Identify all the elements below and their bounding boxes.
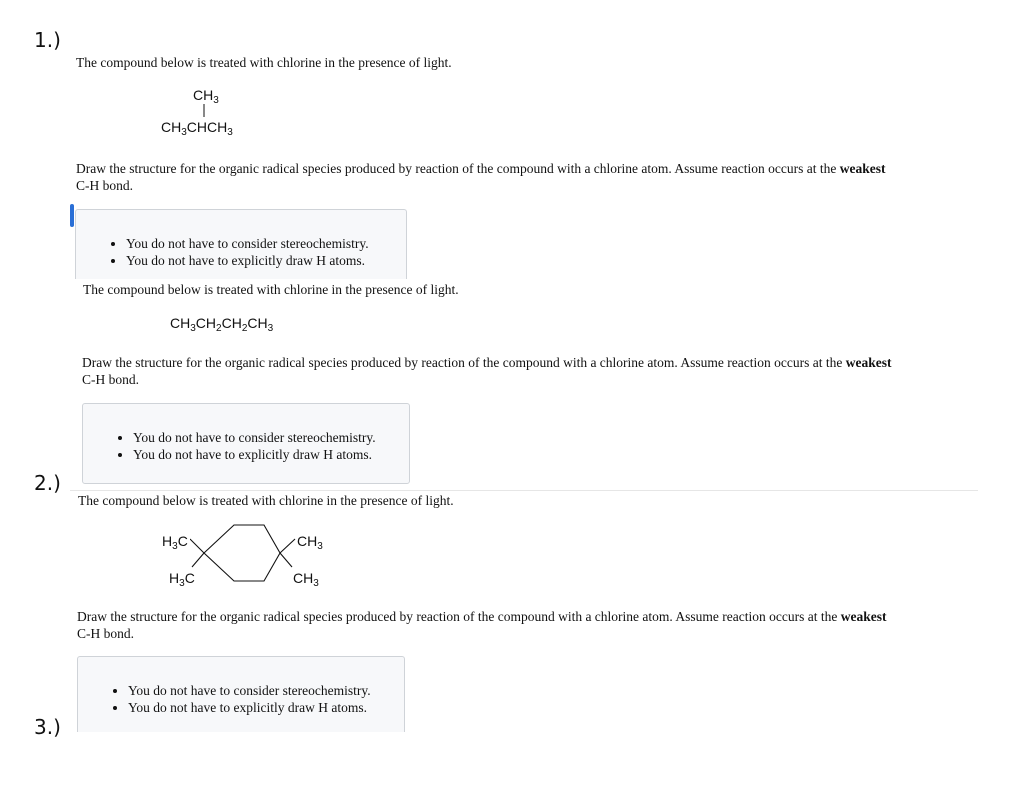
q-mid-note-item: • You do not have to consider stereochemistry.	[133, 429, 409, 446]
section-divider	[70, 490, 978, 491]
q-mid-notes-box	[82, 403, 410, 484]
question-2-prompt: Draw the structure for the organic radical species produced by reaction of the compound with a chlorine atom. Assume reaction occurs at the weakest C-H bond.	[77, 609, 887, 641]
q2-note-item: • You do not have to explicitly draw H atoms.	[128, 699, 404, 716]
q2-cyclohexane-ring	[190, 522, 310, 584]
q1-note-item: • You do not have to explicitly draw H atoms.	[126, 252, 406, 269]
q2-note-item: • You do not have to consider stereochemistry.	[128, 682, 404, 699]
question-1-intro: The compound below is treated with chlorine in the presence of light.	[76, 55, 452, 70]
question-mid-prompt: Draw the structure for the organic radical species produced by reaction of the compound with a chlorine atom. Assume reaction occurs at the weakest C-H bond.	[82, 355, 892, 387]
q2-label-top-right: $CH_3$	[297, 533, 323, 552]
active-indicator	[70, 204, 74, 227]
q1-formula-top: $CH_3$	[193, 87, 219, 106]
question-number-3: 3.)	[34, 715, 61, 739]
q1-bond-line	[200, 104, 212, 118]
q-mid-formula: $CH_3CH_2CH_2CH_3$	[170, 315, 274, 334]
q-mid-note-item: • You do not have to explicitly draw H atoms.	[133, 446, 409, 463]
question-2-intro: The compound below is treated with chlorine in the presence of light.	[78, 493, 454, 508]
q2-notes-box	[77, 656, 405, 732]
question-number-2: 2.)	[34, 471, 61, 495]
q2-label-top-left: $H_3C$	[162, 533, 188, 552]
q1-formula-bottom: $CH_3CHCH_3$	[161, 119, 233, 138]
question-1-prompt: Draw the structure for the organic radical species produced by reaction of the compound with a chlorine atom. Assume reaction occurs at the weakest C-H bond.	[76, 161, 886, 193]
q2-label-bottom-left: $H_3C$	[169, 570, 195, 589]
q2-label-bottom-right: $CH_3$	[293, 570, 319, 589]
q1-note-item: • You do not have to consider stereochemistry.	[126, 235, 406, 252]
question-number-1: 1.)	[34, 28, 61, 52]
q1-notes-box	[75, 209, 407, 279]
question-mid-intro: The compound below is treated with chlorine in the presence of light.	[83, 282, 459, 297]
